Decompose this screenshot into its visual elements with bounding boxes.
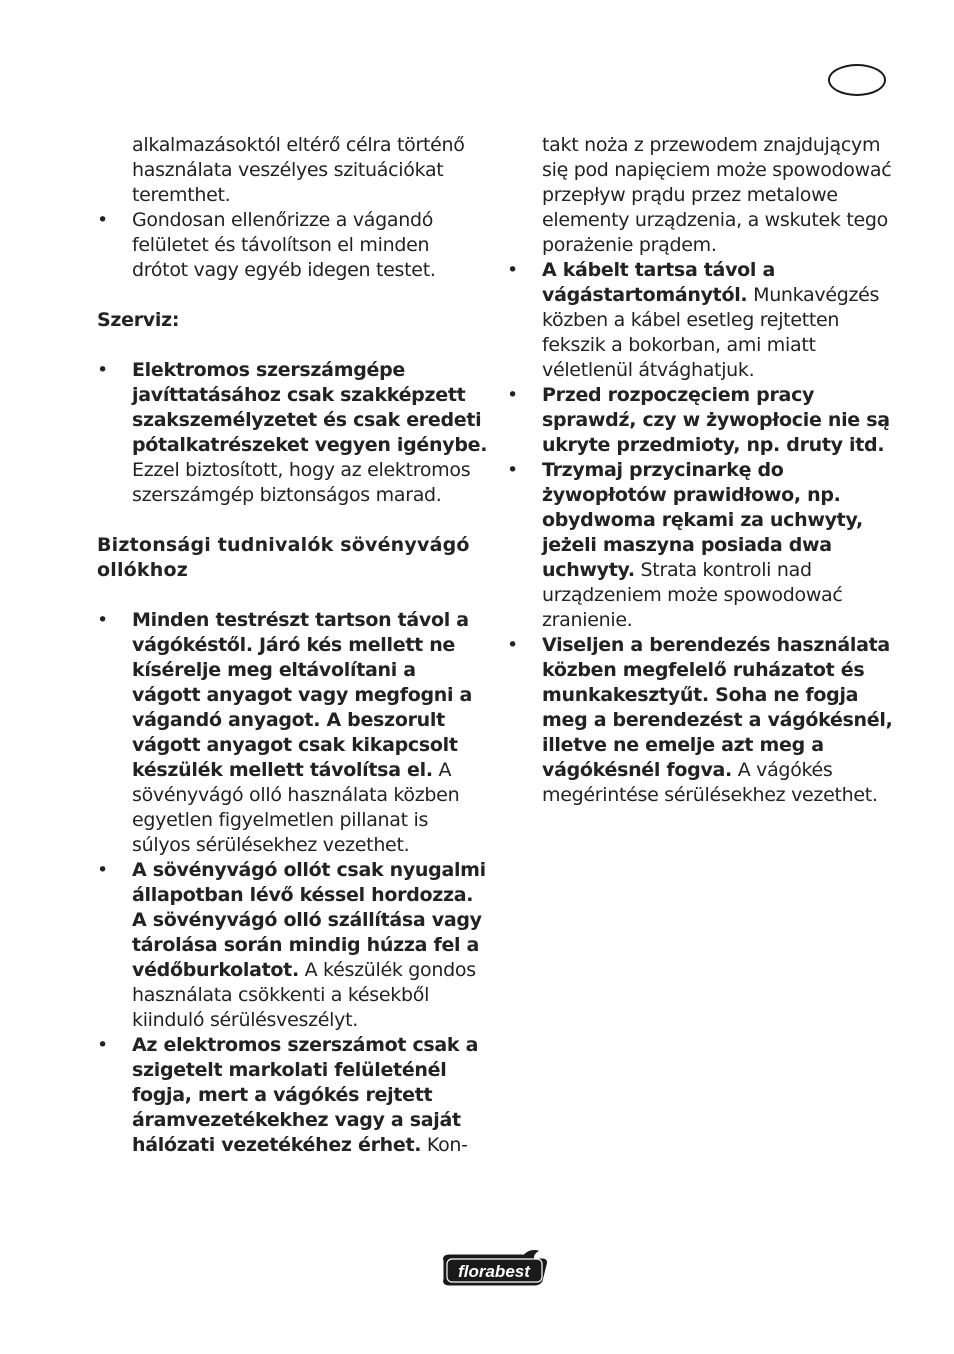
bullet-text: Strata kontroli nad urządzeniem może spowodować zranienie.	[542, 559, 843, 631]
list-item	[97, 1033, 489, 1158]
section-heading: Biztonsági tudnivalók sövényvágó ollókhoz	[97, 534, 470, 581]
bullet-bold-text: Minden testrészt tartson távol a vágókéstől. Járó kés mellett ne kísérelje meg eltávolítani a vágott anyagot vagy megfogni a vágandó anyagot. A beszorult vágott anyagot csak kikapcsolt készülék mellett távolítsa el.	[132, 609, 473, 781]
service-label: Szerviz:	[97, 309, 180, 331]
list-item	[507, 458, 899, 633]
bullet-text: Kon-	[421, 1134, 468, 1156]
list-item	[97, 608, 489, 858]
bullet-bold-text: A sövényvágó ollót csak nyugalmi állapotban lévő késsel hordozza. A sövényvágó olló szállítása vagy tárolása során mindig húzza fel a védőburkolatot.	[132, 859, 486, 981]
intro-text: alkalmazásoktól eltérő célra történő használata veszélyes szituációkat teremthet.	[132, 134, 465, 206]
bullet-text: A vágókés megérintése sérülésekhez vezethet.	[542, 759, 878, 806]
bullet-icon: •	[97, 359, 108, 381]
bullet-icon: •	[97, 209, 108, 231]
bullet-icon: •	[97, 1034, 108, 1056]
bullet-text: Ezzel biztosított, hogy az elektromos szerszámgép biztonságos marad.	[132, 459, 471, 506]
bullet-bold-text: Viseljen a berendezés használata közben megfelelő ruházatot és munkakesztyűt. Soha ne fogja meg a berendezést a vágókésnél, illetve ne emelje azt meg a vágókésnél fogva.	[542, 634, 893, 781]
right-column	[507, 133, 899, 808]
bullet-bold-text: Przed rozpoczęciem pracy sprawdź, czy w żywopłocie nie są ukryte przedmioty, np. druty itd.	[542, 384, 890, 456]
logo-text: florabest	[458, 1262, 530, 1281]
bullet-icon: •	[97, 609, 108, 631]
list-item	[97, 858, 489, 1033]
bullet-icon: •	[507, 384, 518, 406]
list-item	[507, 383, 899, 458]
bullet-text: Gondosan ellenőrizze a vágandó felületet és távolítson el minden drótot vagy egyéb idegen testet.	[132, 209, 436, 281]
continued-text: takt noża z przewodem znajdującym się pod napięciem może spowodować przepływ prądu przez metalowe elementy urządzenia, a wskutek tego porażenie prądem.	[542, 134, 892, 256]
bullet-text: A sövényvágó olló használata közben egyetlen figyelmetlen pillanat is súlyos sérülésekhez vezethet.	[132, 759, 460, 856]
list-item	[507, 258, 899, 383]
bullet-bold-text: A kábelt tartsa távol a vágástartománytól.	[542, 259, 775, 306]
bullet-text: Munkavégzés közben a kábel esetleg rejtetten fekszik a bokorban, ami miatt véletlenül átvághatjuk.	[542, 284, 880, 381]
bullet-icon: •	[507, 634, 518, 656]
left-column	[97, 133, 489, 1158]
bullet-text: A készülék gondos használata csökkenti a késekből kiinduló sérülésveszélyt.	[132, 959, 476, 1031]
bullet-bold-text: Elektromos szerszámgépe javíttatásához csak szakképzett szakszemélyzetet és csak eredeti pótalkatrészeket vegyen igénybe.	[132, 359, 488, 456]
bullet-icon: •	[97, 859, 108, 881]
florabest-logo	[438, 1247, 550, 1289]
bullet-icon: •	[507, 459, 518, 481]
language-badge	[828, 64, 886, 96]
list-item	[507, 633, 899, 808]
bullet-icon: •	[507, 259, 518, 281]
list-item	[97, 358, 489, 508]
bullet-bold-text: Az elektromos szerszámot csak a szigetelt markolati felületénél fogja, mert a vágókés rejtett áramvezetékekhez vagy a saját hálózati vezetékéhez érhet.	[132, 1034, 479, 1156]
list-item	[97, 208, 489, 283]
bullet-bold-text: Trzymaj przycinarkę do żywopłotów prawidłowo, np. obydwoma rękami za uchwyty, jeżeli maszyna posiada dwa uchwyty.	[542, 459, 863, 581]
